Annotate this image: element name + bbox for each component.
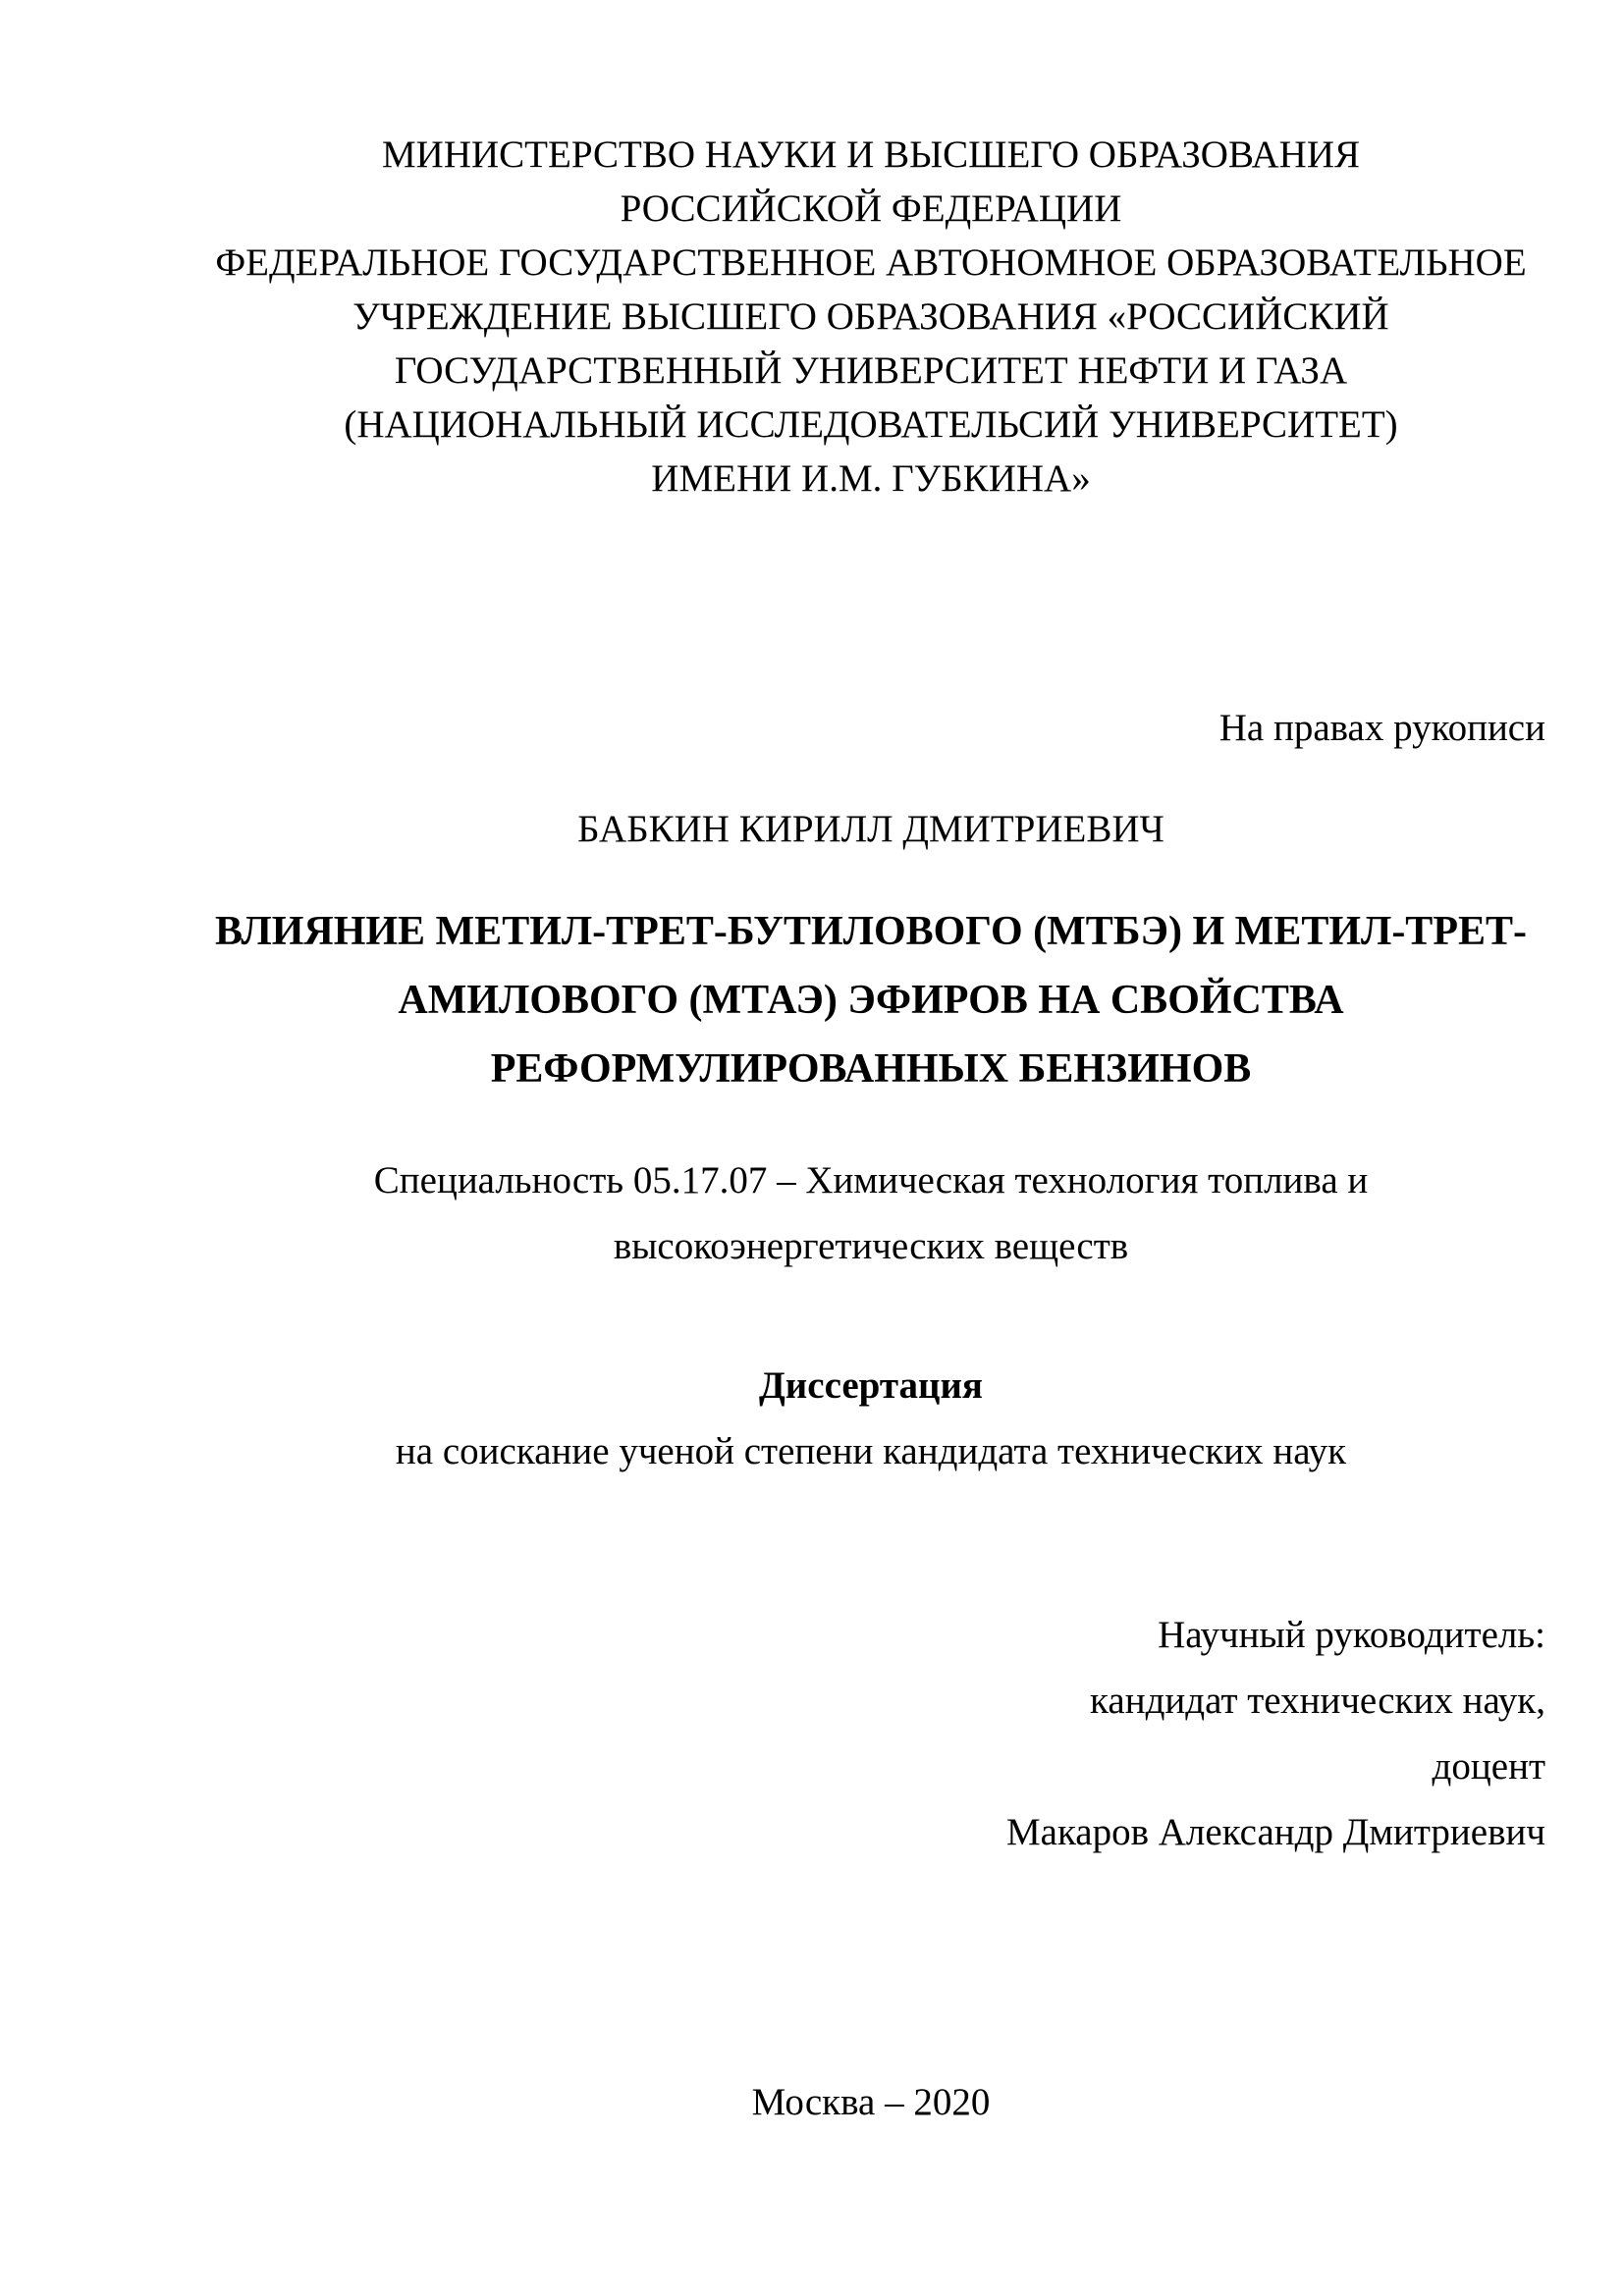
header-line: (НАЦИОНАЛЬНЫЙ ИССЛЕДОВАТЕЛЬСИЙ УНИВЕРСИТЕТ) — [344, 403, 1398, 446]
supervisor-name-line: Макаров Александр Дмитриевич — [1005, 1811, 1545, 1853]
degree-block — [196, 1353, 1545, 1484]
dissertation-title — [196, 897, 1545, 1103]
supervisor-degree-line: кандидат технических наук, — [1090, 1680, 1545, 1722]
header-line: ГОСУДАРСТВЕННЫЙ УНИВЕРСИТЕТ НЕФТИ И ГАЗА — [394, 349, 1348, 392]
supervisor-rank-line: доцент — [1432, 1745, 1545, 1788]
header-line: УЧРЕЖДЕНИЕ ВЫСШЕГО ОБРАЗОВАНИЯ «РОССИЙСКИЙ — [352, 295, 1389, 338]
title-line: АМИЛОВОГО (МТАЭ) ЭФИРОВ НА СВОЙСТВА — [398, 978, 1344, 1023]
specialty-line: высокоэнергетических веществ — [613, 1225, 1129, 1267]
header-line: РОССИЙСКОЙ ФЕДЕРАЦИИ — [620, 187, 1122, 230]
supervisor-block — [196, 1602, 1545, 1865]
header-line: МИНИСТЕРСТВО НАУКИ И ВЫСШЕГО ОБРАЗОВАНИЯ — [381, 133, 1361, 176]
header-line: ИМЕНИ И.М. ГУБКИНА» — [651, 457, 1091, 500]
manuscript-rights-note: На правах рукописи — [1218, 707, 1545, 749]
degree-line: на соискание ученой степени кандидата технических наук — [395, 1430, 1347, 1472]
title-line: ВЛИЯНИЕ МЕТИЛ-ТРЕТ-БУТИЛОВОГО (МТБЭ) И МЕТИЛ-ТРЕТ- — [214, 909, 1527, 954]
title-line: РЕФОРМУЛИРОВАННЫХ БЕНЗИНОВ — [490, 1046, 1252, 1092]
specialty-block — [196, 1148, 1545, 1279]
supervisor-role-line: Научный руководитель: — [1158, 1614, 1545, 1656]
author-name: БАБКИН КИРИЛЛ ДМИТРИЕВИЧ — [577, 808, 1164, 850]
specialty-line: Специальность 05.17.07 – Химическая технология топлива и — [373, 1159, 1369, 1201]
header-line: ФЕДЕРАЛЬНОЕ ГОСУДАРСТВЕННОЕ АВТОНОМНОЕ ОБРАЗОВАТЕЛЬНОЕ — [215, 241, 1527, 284]
dissertation-label: Диссертация — [758, 1364, 984, 1407]
city-year-line: Москва – 2020 — [751, 2081, 991, 2123]
organization-header — [196, 128, 1545, 506]
